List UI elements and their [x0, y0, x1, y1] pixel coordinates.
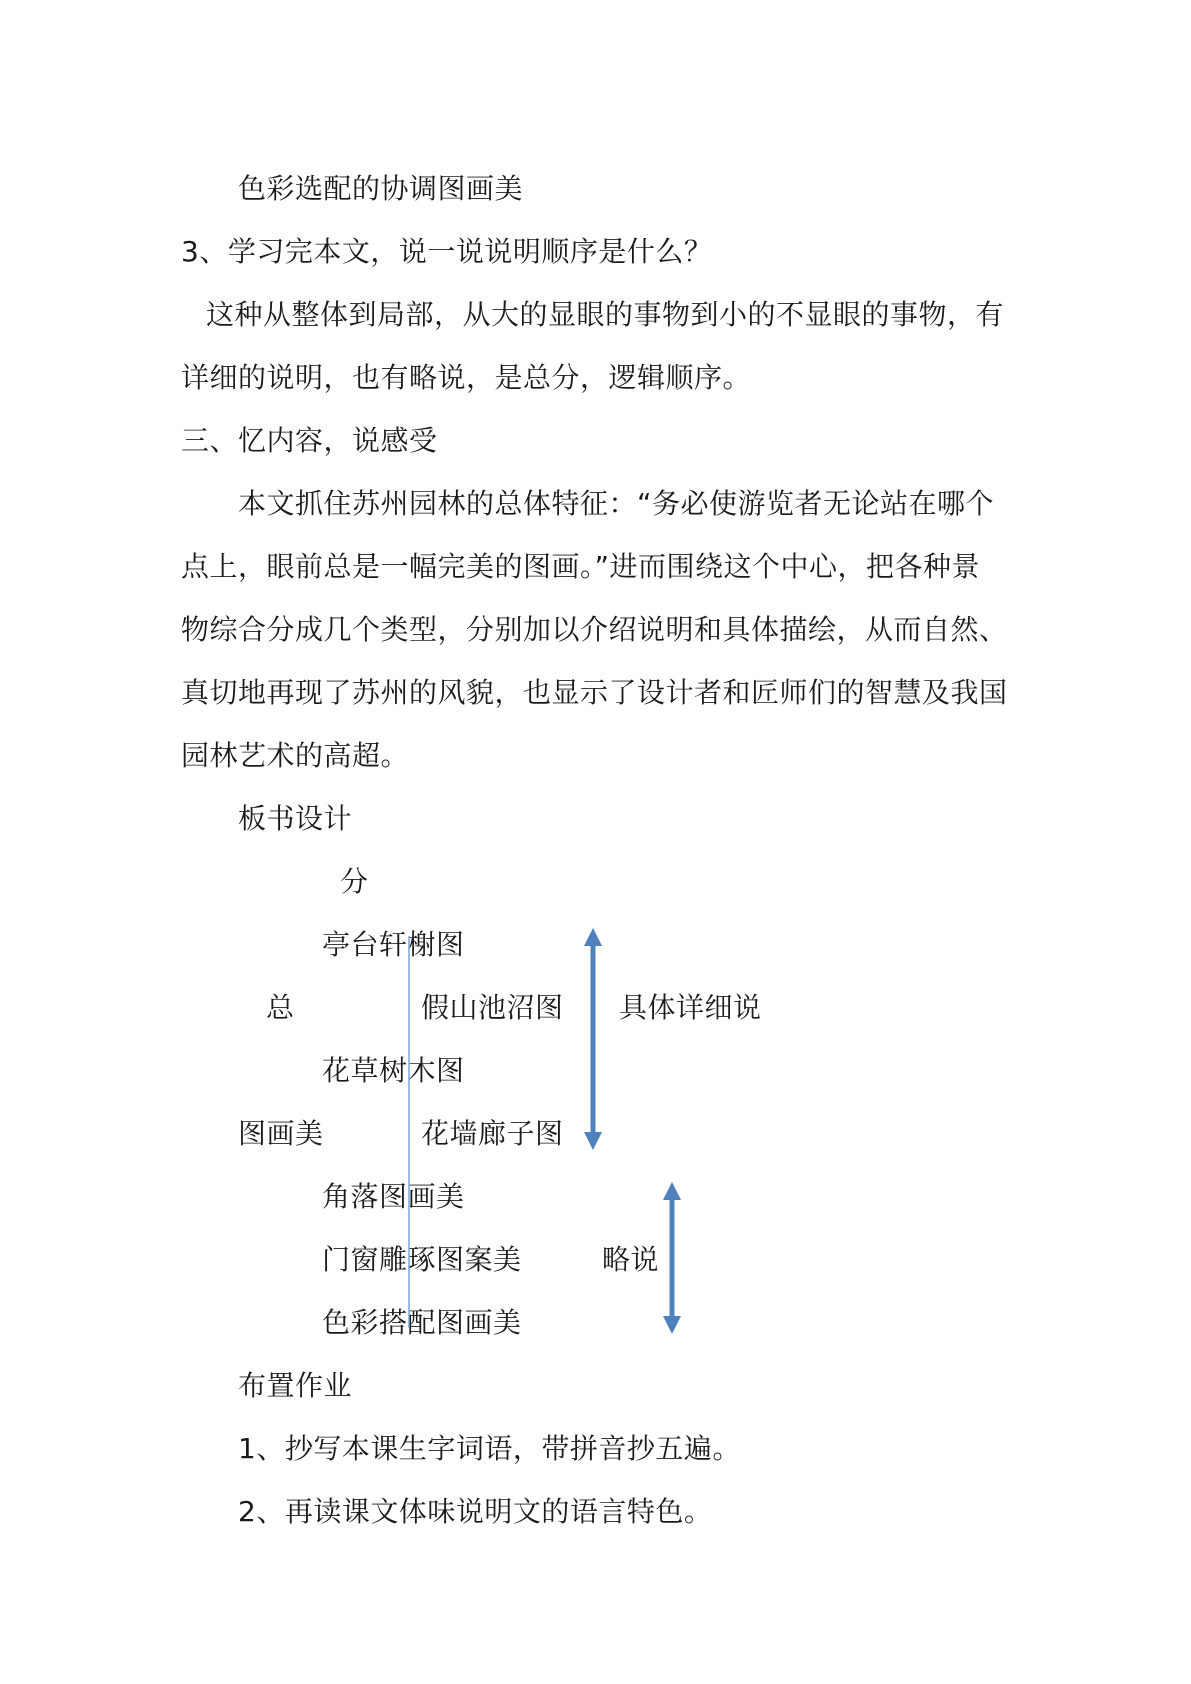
- board-item-5: 角落图画美: [322, 1180, 465, 1213]
- homework-item-1: 1、抄写本课生字词语，带拼音抄五遍。: [238, 1432, 741, 1465]
- paragraph-line-5: 园林艺术的高超。: [181, 739, 410, 772]
- paragraph-line-2: 点上，眼前总是一幅完美的图画。”进而围绕这个中心，把各种景: [181, 550, 981, 583]
- board-item-2: 假山池沼图: [421, 991, 564, 1024]
- board-brief-label: 略说: [602, 1243, 660, 1276]
- homework-item-2: 2、再读课文体味说明文的语言特色。: [238, 1495, 713, 1528]
- brief-double-arrow: [663, 1182, 681, 1334]
- board-detail-label: 具体详细说: [619, 991, 762, 1024]
- board-item-7: 色彩搭配图画美: [322, 1306, 522, 1339]
- paragraph-line-4: 真切地再现了苏州的风貌，也显示了设计者和匠师们的智慧及我国: [181, 676, 1008, 709]
- detail-double-arrow: [584, 928, 602, 1150]
- board-design-heading: 板书设计: [238, 802, 353, 835]
- board-item-4: 花墙廊子图: [421, 1117, 564, 1150]
- board-zong: 总: [266, 991, 295, 1024]
- board-item-6: 门窗雕琢图案美: [322, 1243, 522, 1276]
- paragraph-line-1: 本文抓住苏州园林的总体特征：“务必使游览者无论站在哪个: [238, 487, 995, 520]
- board-tuhuamei: 图画美: [238, 1117, 324, 1150]
- section-heading-3: 三、忆内容，说感受: [181, 424, 438, 457]
- board-item-3: 花草树木图: [322, 1054, 465, 1087]
- answer-line-2: 详细的说明，也有略说，是总分，逻辑顺序。: [181, 361, 752, 394]
- board-item-1: 亭台轩榭图: [322, 928, 465, 961]
- text-line-1: 色彩选配的协调图画美: [238, 172, 524, 205]
- answer-line-1: 这种从整体到局部，从大的显眼的事物到小的不显眼的事物，有: [206, 298, 1005, 331]
- board-fen: 分: [340, 865, 369, 898]
- homework-heading: 布置作业: [238, 1369, 353, 1402]
- paragraph-line-3: 物综合分成几个类型，分别加以介绍说明和具体描绘，从而自然、: [181, 613, 1008, 646]
- question-3: 3、学习完本文，说一说说明顺序是什么？: [181, 235, 713, 268]
